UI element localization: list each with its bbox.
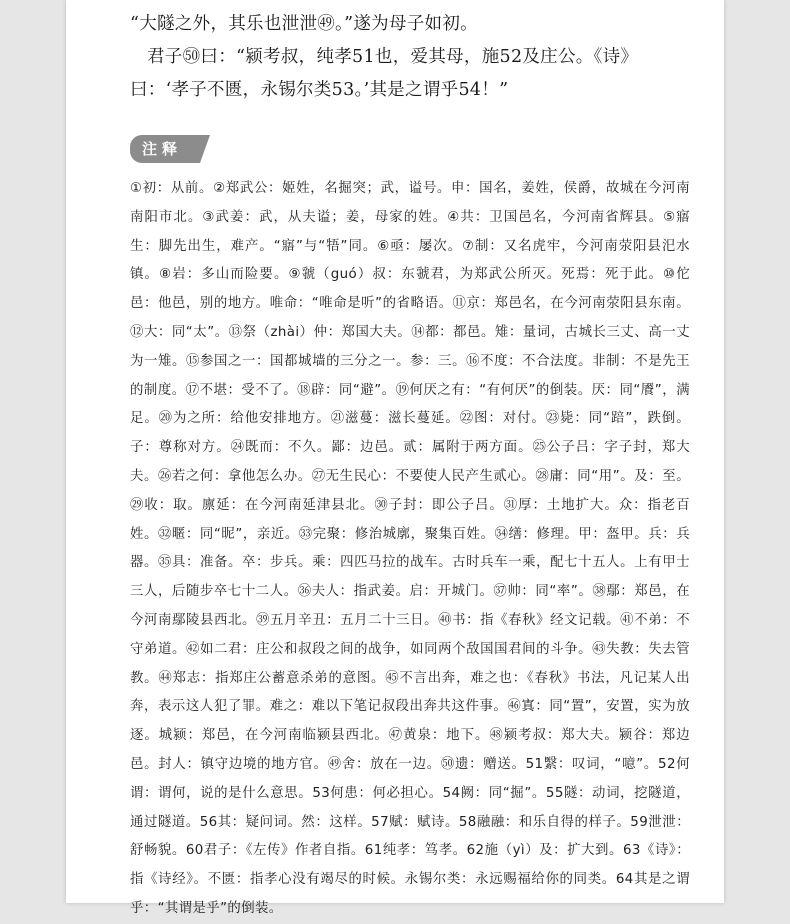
main-text-line: “大隧之外，其乐也泄泄㊾。”遂为母子如初。 bbox=[130, 14, 478, 34]
book-page bbox=[66, 0, 724, 916]
page-content bbox=[130, 8, 690, 924]
main-text-paragraph: 君子㊿曰：“颍考叔，纯孝51也，爱其母，施52及庄公。《诗》曰：‘孝子不匮，永锡尔类53。’其是之谓乎54！” bbox=[130, 47, 639, 100]
notes-body: ①初：从前。②郑武公：姬姓，名掘突；武，谥号。申：国名，姜姓，侯爵，故城在今河南南阳市北。③武姜：武，从夫谥；姜，母家的姓。④共：卫国邑名，今河南省辉县。⑤寤生：脚先出生，难产。“寤”与“牾”同。⑥亟：屡次。⑦制：又名虎牢，今河南荥阳县汜水镇。⑧岩：多山而险要。⑨虢（guó）叔：东虢君，为郑武公所灭。死焉：死于此。⑩佗邑：他邑，别的地方。唯命：“唯命是听”的省略语。⑪京：郑邑名，在今河南荥阳县东南。⑫大：同“太”。⑬祭（zhài）仲：郑国大夫。⑭都：都邑。雉：量词，古城长三丈、高一丈为一雉。⑮参国之一：国都城墙的三分之一。参：三。⑯不度：不合法度。非制：不是先王的制度。⑰不堪：受不了。⑱辟：同“避”。⑲何厌之有：“有何厌”的倒装。厌：同“餍”，满足。⑳为之所：给他安排地方。㉑滋蔓：滋长蔓延。㉒图：对付。㉓毙：同“踣”，跌倒。子：尊称对方。㉔既而：不久。鄙：边邑。贰：属附于两方面。㉕公子吕：字子封，郑大夫。㉖若之何：拿他怎么办。㉗无生民心：不要使人民产生贰心。㉘庸：同“用”。及：至。㉙收：取。廪延：在今河南延津县北。㉚子封：即公子吕。㉛厚：土地扩大。众：指老百姓。㉜暱：同“昵”，亲近。㉝完聚：修治城廓，聚集百姓。㉞缮：修理。甲：盔甲。兵：兵器。㉟具：准备。卒：步兵。乘：四匹马拉的战车。古时兵车一乘，配七十五人。上有甲士三人，后随步卒七十二人。㊱夫人：指武姜。启：开城门。㊲帅：同“率”。㊳鄢：郑邑，在今河南鄢陵县西北。㊴五月辛丑：五月二十三日。㊵书：指《春秋》经文记载。㊶不弟：不守弟道。㊷如二君：庄公和叔段之间的战争，如同两个敌国国君间的斗争。㊸失教：失去管教。㊹郑志：指郑庄公蓄意杀弟的意图。㊺不言出奔，难之也：《春秋》书法，凡记某人出奔，表示这人犯了罪。难之：难以下笔记叔段出奔共这件事。㊻寘：同“置”，安置，实为放逐。城颍：郑邑，在今河南临颍县西北。㊼黄泉：地下。㊽颍考叔：郑大夫。颍谷：郑边邑。封人：镇守边境的地方官。㊾舍：放在一边。㊿遗：赠送。51繄：叹词，“噫”。52何谓：谓何，说的是什么意思。53何患：何必担心。54阙：同“掘”。55隧：动词，挖隧道，通过隧道。56其：疑问词。然：这样。57赋：赋诗。58融融：和乐自得的样子。59泄泄：舒畅貌。60君子：《左传》作者自指。61纯孝：笃孝。62施（yì）及：扩大到。63《诗》：指《诗经》。不匮：指孝心没有竭尽的时候。永锡尔类：永远赐福给你的同类。64其是之谓乎：“其谓是乎”的倒装。 bbox=[130, 181, 690, 916]
notes-section-header bbox=[130, 135, 690, 163]
notes-title-tag: 注释 bbox=[130, 135, 200, 163]
